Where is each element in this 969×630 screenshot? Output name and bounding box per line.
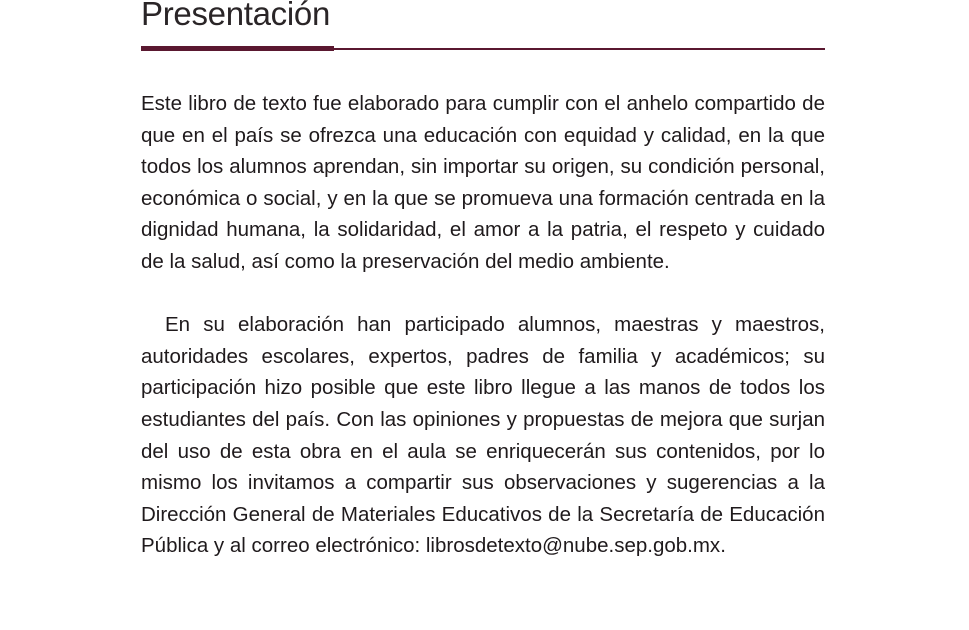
paragraph-2: [141, 309, 825, 562]
paragraph-1: Este libro de texto fue elaborado para cumplir con el anhelo compartido de que en el país se ofrezca una educación con equidad y calidad, en la que todos los alumnos aprendan, sin importar su origen, su condición personal, económica o social, y en la que se promueva una formación centrada en la dignidad humana, la solidaridad, el amor a la patria, el respeto y cuidado de la salud, así como la preservación del medio ambiente.: [141, 92, 825, 273]
email-address: librosdetexto@nube.sep.gob.mx: [425, 534, 721, 558]
page-title: Presentación: [141, 0, 331, 32]
body-text: [141, 88, 825, 562]
title-underline-accent: [141, 46, 334, 51]
paragraph-2-end: .: [720, 534, 726, 558]
paragraph-2-text: En su elaboración han participado alumnos, maestras y maestros, autoridades escolares, expertos, padres de familia y académicos; su participación hizo posible que este libro llegue a las manos de todos los estudiantes del país. Con las opiniones y propuestas de mejora que surjan del uso de esta obra en el aula se enriquecerán sus contenidos, por lo mismo los invitamos a compartir sus observaciones y sugerencias a la Dirección General de Materiales Educativos de la Secretaría de Educación Pública y al correo electrónico:: [141, 313, 825, 558]
